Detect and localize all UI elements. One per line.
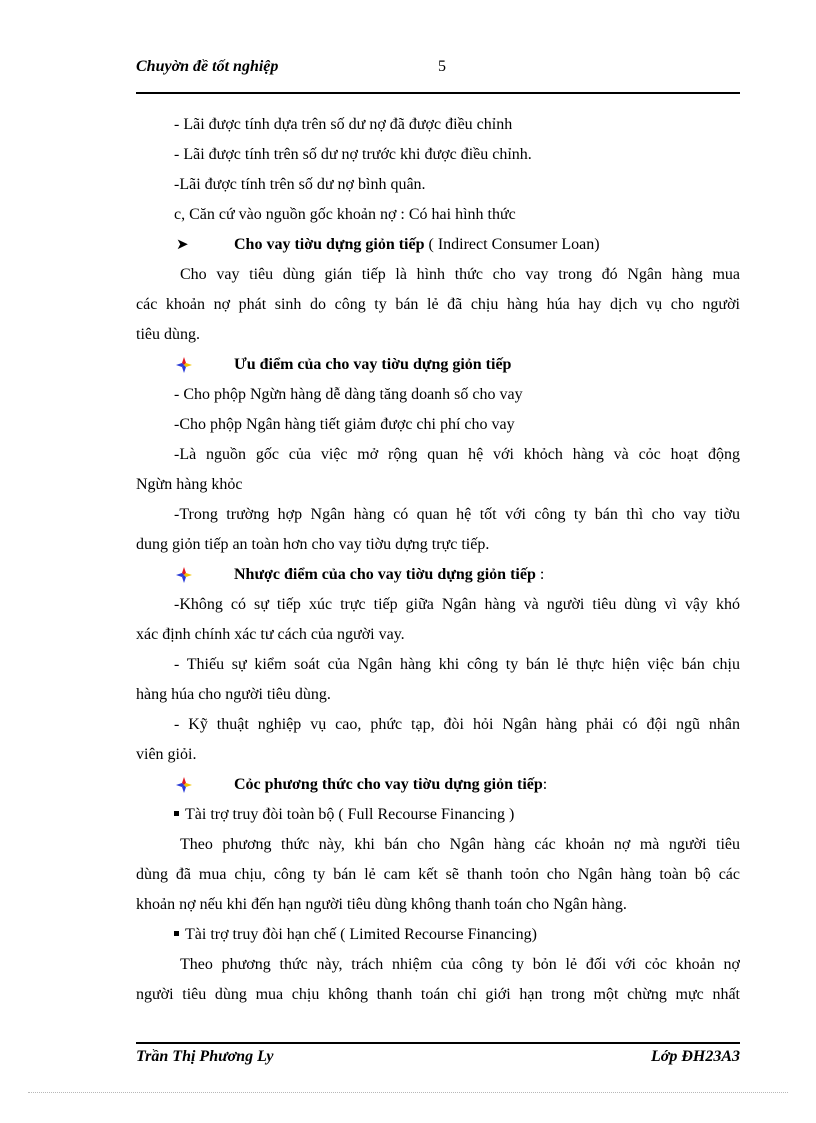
- four-point-star-icon: [176, 770, 192, 800]
- heading-disadvantages: [136, 560, 740, 590]
- four-point-star-icon: [176, 350, 192, 380]
- text-line: c, Căn cứ vào nguồn gốc khoản nợ : Có hai hình thức: [174, 206, 516, 223]
- paragraph-line: tiêu dùng.: [136, 326, 200, 343]
- header-title: Chuyờn đề tốt nghiệp: [136, 58, 279, 75]
- footer-class: Lớp ĐH23A3: [650, 1048, 740, 1065]
- footer-author: Trần Thị Phương Ly: [136, 1048, 274, 1065]
- four-point-star-icon: [176, 560, 192, 590]
- text-line: -Cho phộp Ngân hàng tiết giảm được chi phí cho vay: [174, 416, 515, 433]
- bullet-item: [136, 920, 740, 950]
- paragraph-line: Theo phương thức này, khi bán cho Ngân hàng các khoản nợ mà người tiêu: [180, 836, 740, 853]
- paragraph-line: -Không có sự tiếp xúc trực tiếp giữa Ngân hàng và người tiêu dùng vì vậy khó: [174, 596, 740, 613]
- text-line: - Cho phộp Ngừn hàng dễ dàng tăng doanh số cho vay: [174, 386, 523, 403]
- heading-rest-text: :: [535, 566, 545, 583]
- text-line: -Lãi được tính trên số dư nợ bình quân.: [174, 176, 426, 193]
- bullet-item: [136, 800, 740, 830]
- paragraph-line: xác định chính xác tư cách của người vay.: [136, 626, 405, 643]
- square-bullet-icon: [174, 931, 179, 936]
- paragraph-line: - Kỹ thuật nghiệp vụ cao, phức tạp, đòi hỏi Ngân hàng phải có đội ngũ nhân: [174, 716, 740, 733]
- page-edge-divider: [28, 1092, 788, 1093]
- paragraph-line: -Là nguồn gốc của việc mở rộng quan hệ với khỏch hàng và cỏc hoạt động: [174, 446, 740, 463]
- heading-indirect-loan: [136, 230, 740, 260]
- paragraph-line: các khoản nợ phát sinh do công ty bán lẻ đã chịu hàng húa hay dịch vụ cho người: [136, 296, 740, 313]
- chevron-right-icon: ➤: [176, 237, 189, 253]
- page-number: 5: [438, 58, 446, 75]
- text-line: - Lãi được tính trên số dư nợ trước khi được điều chỉnh.: [174, 146, 532, 163]
- heading-bold-text: Ưu điểm của cho vay tiờu dựng giỏn tiếp: [234, 356, 512, 373]
- heading-methods: [136, 770, 740, 800]
- page-body: [136, 110, 740, 1010]
- heading-advantages: [136, 350, 740, 380]
- heading-bold-text: Nhược điểm của cho vay tiờu dựng giỏn tiếp: [234, 566, 536, 583]
- paragraph-line: Theo phương thức này, trách nhiệm của công ty bỏn lẻ đối với cỏc khoản nợ: [180, 956, 740, 973]
- page-header: [136, 56, 740, 94]
- page-footer: [136, 1042, 740, 1072]
- heading-rest-text: :: [542, 776, 548, 793]
- paragraph-line: người tiêu dùng mua chịu không thanh toán chỉ giới hạn trong một chừng mực nhất: [136, 986, 740, 1003]
- paragraph-line: Ngừn hàng khỏc: [136, 476, 243, 493]
- heading-rest-text: ( Indirect Consumer Loan): [424, 236, 600, 253]
- paragraph-line: viên giỏi.: [136, 746, 197, 763]
- square-bullet-icon: [174, 811, 179, 816]
- bullet-text: Tài trợ truy đòi hạn chế ( Limited Recourse Financing): [185, 926, 537, 943]
- heading-bold-text: Cỏc phương thức cho vay tiờu dựng giỏn tiếp: [234, 776, 543, 793]
- paragraph-line: dùng đã mua chịu, công ty bán lẻ cam kết sẽ thanh toỏn cho Ngân hàng toàn bộ các: [136, 866, 740, 883]
- paragraph-line: dung giỏn tiếp an toàn hơn cho vay tiờu dựng trực tiếp.: [136, 536, 490, 553]
- paragraph-line: - Thiếu sự kiểm soát của Ngân hàng khi công ty bán lẻ thực hiện việc bán chịu: [174, 656, 740, 673]
- paragraph-line: Cho vay tiêu dùng gián tiếp là hình thức cho vay trong đó Ngân hàng mua: [180, 266, 740, 283]
- heading-bold-text: Cho vay tiờu dựng giỏn tiếp: [234, 236, 425, 253]
- text-line: - Lãi được tính dựa trên số dư nợ đã được điều chỉnh: [174, 116, 513, 133]
- paragraph-line: -Trong trường hợp Ngân hàng có quan hệ tốt với công ty bán thì cho vay tiờu: [174, 506, 740, 523]
- paragraph-line: hàng húa cho người tiêu dùng.: [136, 686, 331, 703]
- paragraph-line: khoản nợ nếu khi đến hạn người tiêu dùng không thanh toán cho Ngân hàng.: [136, 896, 627, 913]
- bullet-text: Tài trợ truy đòi toàn bộ ( Full Recourse Financing ): [185, 806, 515, 823]
